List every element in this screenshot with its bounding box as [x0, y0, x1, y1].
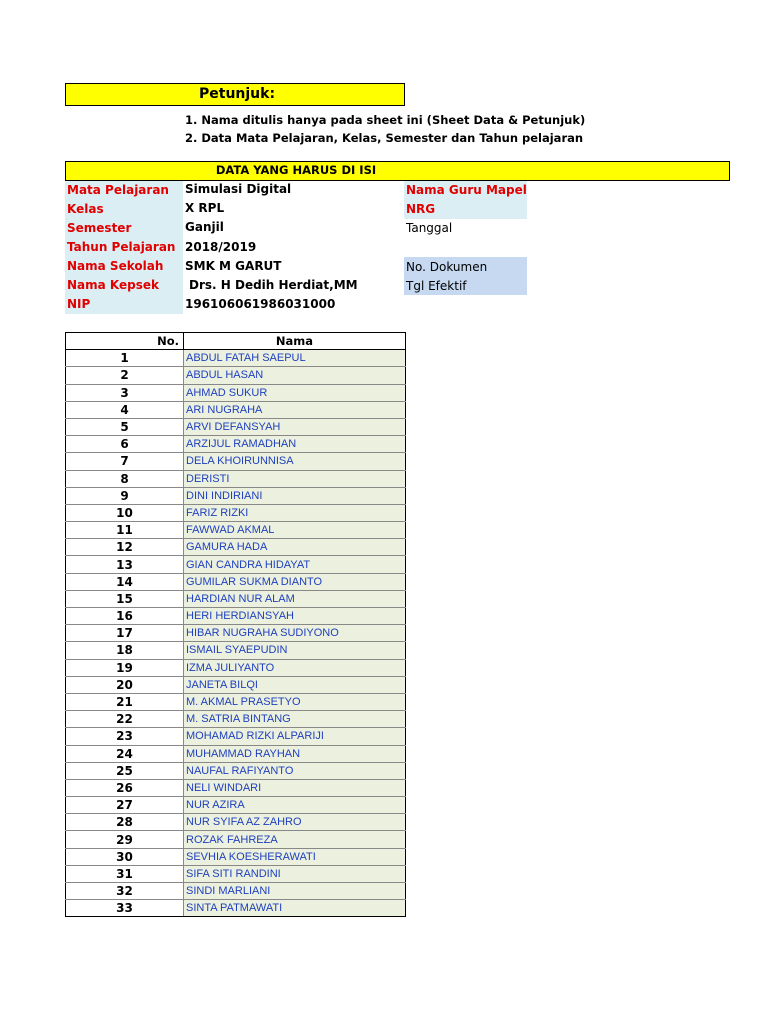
student-name[interactable]: ARI NUGRAHA [184, 401, 406, 418]
student-name[interactable]: ABDUL FATAH SAEPUL [184, 350, 406, 367]
student-name[interactable]: SIFA SITI RANDINI [184, 865, 406, 882]
table-row [66, 865, 406, 882]
student-name[interactable]: NUR SYIFA AZ ZAHRO [184, 814, 406, 831]
student-name[interactable]: IZMA JULIYANTO [184, 659, 406, 676]
table-row [66, 367, 406, 384]
row-number[interactable]: 18 [66, 642, 184, 659]
instruction-line-1: 1. Nama ditulis hanya pada sheet ini (Sheet Data & Petunjuk) [185, 113, 586, 127]
table-row [66, 779, 406, 796]
student-name[interactable]: NELI WINDARI [184, 779, 406, 796]
student-name[interactable]: FAWWAD AKMAL [184, 522, 406, 539]
label-nama-guru-mapel: Nama Guru Mapel [406, 183, 527, 197]
table-row [66, 590, 406, 607]
value-tahun-pelajaran[interactable]: 2018/2019 [185, 240, 257, 254]
student-name[interactable]: SINTA PATMAWATI [184, 900, 406, 917]
instruction-line-1-container [185, 109, 586, 127]
row-number[interactable]: 27 [66, 797, 184, 814]
row-number[interactable]: 7 [66, 453, 184, 470]
column-header-nama: Nama [184, 333, 406, 350]
row-number[interactable]: 14 [66, 573, 184, 590]
row-number[interactable]: 24 [66, 745, 184, 762]
label-nip: NIP [67, 297, 91, 311]
label-tanggal: Tanggal [406, 221, 453, 235]
label-nama-sekolah: Nama Sekolah [67, 259, 164, 273]
table-row [66, 693, 406, 710]
table-row [66, 659, 406, 676]
table-row [66, 418, 406, 435]
table-row [66, 453, 406, 470]
table-row [66, 436, 406, 453]
student-name[interactable]: M. SATRIA BINTANG [184, 711, 406, 728]
table-row [66, 573, 406, 590]
table-row [66, 814, 406, 831]
row-number[interactable]: 29 [66, 831, 184, 848]
student-name[interactable]: NUR AZIRA [184, 797, 406, 814]
instruction-line-2-container [185, 127, 584, 145]
student-name[interactable]: DERISTI [184, 470, 406, 487]
table-row [66, 401, 406, 418]
row-number[interactable]: 11 [66, 522, 184, 539]
student-name[interactable]: HIBAR NUGRAHA SUDIYONO [184, 625, 406, 642]
table-row [66, 728, 406, 745]
label-tgl-efektif: Tgl Efektif [406, 279, 467, 293]
student-name[interactable]: MOHAMAD RIZKI ALPARIJI [184, 728, 406, 745]
row-number[interactable]: 6 [66, 436, 184, 453]
student-name[interactable]: GIAN CANDRA HIDAYAT [184, 556, 406, 573]
row-number[interactable]: 10 [66, 504, 184, 521]
row-number[interactable]: 15 [66, 590, 184, 607]
label-nrg: NRG [406, 202, 436, 216]
row-number[interactable]: 8 [66, 470, 184, 487]
row-number[interactable]: 25 [66, 762, 184, 779]
table-row [66, 642, 406, 659]
petunjuk-title: Petunjuk: [199, 86, 276, 102]
value-nip[interactable]: 196106061986031000 [185, 297, 336, 311]
table-row [66, 711, 406, 728]
instruction-line-2: 2. Data Mata Pelajaran, Kelas, Semester dan Tahun pelajaran [185, 131, 584, 145]
student-name[interactable]: SINDI MARLIANI [184, 883, 406, 900]
table-row [66, 522, 406, 539]
student-name[interactable]: NAUFAL RAFIYANTO [184, 762, 406, 779]
value-kelas[interactable]: X RPL [185, 201, 225, 215]
table-row [66, 470, 406, 487]
student-name[interactable]: DELA KHOIRUNNISA [184, 453, 406, 470]
student-name[interactable]: ARZIJUL RAMADHAN [184, 436, 406, 453]
row-number[interactable]: 20 [66, 676, 184, 693]
row-number[interactable]: 3 [66, 384, 184, 401]
table-row [66, 848, 406, 865]
student-table [65, 332, 406, 917]
student-name[interactable]: MUHAMMAD RAYHAN [184, 745, 406, 762]
label-mata-pelajaran: Mata Pelajaran [67, 183, 169, 197]
table-row [66, 608, 406, 625]
table-row [66, 676, 406, 693]
row-number[interactable]: 32 [66, 883, 184, 900]
row-number[interactable]: 30 [66, 848, 184, 865]
value-semester[interactable]: Ganjil [185, 220, 224, 234]
label-nama-kepsek: Nama Kepsek [67, 278, 159, 292]
row-number[interactable]: 28 [66, 814, 184, 831]
label-kelas: Kelas [67, 202, 104, 216]
value-mata-pelajaran[interactable]: Simulasi Digital [185, 182, 292, 196]
row-number[interactable]: 19 [66, 659, 184, 676]
table-row [66, 487, 406, 504]
row-number[interactable]: 16 [66, 608, 184, 625]
table-row [66, 384, 406, 401]
student-name[interactable]: DINI INDIRIANI [184, 487, 406, 504]
student-name[interactable]: FARIZ RIZKI [184, 504, 406, 521]
table-row [66, 797, 406, 814]
table-row [66, 762, 406, 779]
row-number[interactable]: 12 [66, 539, 184, 556]
row-number[interactable]: 26 [66, 779, 184, 796]
row-number[interactable]: 17 [66, 625, 184, 642]
row-number[interactable]: 1 [66, 350, 184, 367]
student-name[interactable]: SEVHIA KOESHERAWATI [184, 848, 406, 865]
student-name[interactable]: ABDUL HASAN [184, 367, 406, 384]
value-nama-sekolah[interactable]: SMK M GARUT [185, 259, 282, 273]
data-header-title: DATA YANG HARUS DI ISI [215, 163, 377, 177]
row-number[interactable]: 23 [66, 728, 184, 745]
table-row [66, 745, 406, 762]
student-name[interactable]: ISMAIL SYAEPUDIN [184, 642, 406, 659]
table-header-row [66, 333, 406, 350]
label-no-dokumen: No. Dokumen [406, 260, 488, 274]
student-name[interactable]: HERI HERDIANSYAH [184, 608, 406, 625]
row-number[interactable]: 9 [66, 487, 184, 504]
student-name[interactable]: HARDIAN NUR ALAM [184, 590, 406, 607]
row-number[interactable]: 13 [66, 556, 184, 573]
student-name[interactable]: GUMILAR SUKMA DIANTO [184, 573, 406, 590]
student-name[interactable]: GAMURA HADA [184, 539, 406, 556]
row-number[interactable]: 33 [66, 900, 184, 917]
student-name[interactable]: M. AKMAL PRASETYO [184, 693, 406, 710]
student-name[interactable]: JANETA BILQI [184, 676, 406, 693]
row-number[interactable]: 22 [66, 711, 184, 728]
table-row [66, 539, 406, 556]
table-row [66, 504, 406, 521]
label-semester: Semester [67, 221, 132, 235]
label-tahun-pelajaran: Tahun Pelajaran [67, 240, 176, 254]
table-row [66, 883, 406, 900]
table-row [66, 350, 406, 367]
row-number[interactable]: 21 [66, 693, 184, 710]
student-name[interactable]: ROZAK FAHREZA [184, 831, 406, 848]
row-number[interactable]: 4 [66, 401, 184, 418]
table-row [66, 900, 406, 917]
value-nama-kepsek[interactable]: Drs. H Dedih Herdiat,MM [189, 278, 358, 292]
table-row [66, 625, 406, 642]
row-number[interactable]: 31 [66, 865, 184, 882]
student-name[interactable]: AHMAD SUKUR [184, 384, 406, 401]
table-row [66, 831, 406, 848]
row-number[interactable]: 2 [66, 367, 184, 384]
row-number[interactable]: 5 [66, 418, 184, 435]
column-header-no: No. [66, 333, 184, 350]
student-name[interactable]: ARVI DEFANSYAH [184, 418, 406, 435]
table-row [66, 556, 406, 573]
